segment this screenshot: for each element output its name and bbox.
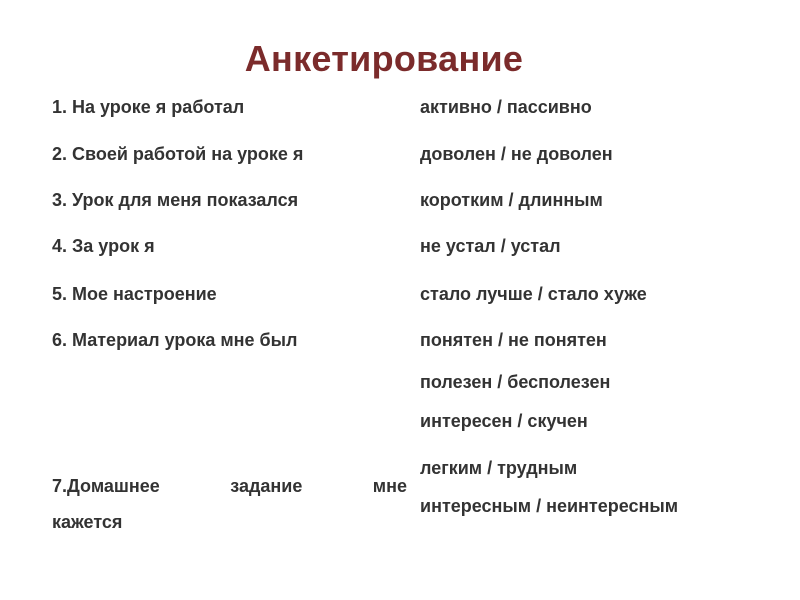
question-7-word-2: задание bbox=[230, 476, 303, 496]
question-1: 1. На уроке я работал bbox=[52, 97, 245, 117]
answer-7a: легким / трудным bbox=[420, 458, 578, 478]
question-7-word-1: 7.Домашнее bbox=[52, 476, 160, 496]
question-7 bbox=[52, 468, 407, 540]
answer-5: стало лучше / стало хуже bbox=[420, 284, 647, 304]
answer-3: коротким / длинным bbox=[420, 190, 603, 210]
question-7-word-3: мне bbox=[372, 476, 407, 496]
question-3: 3. Урок для меня показался bbox=[52, 190, 299, 210]
answer-4: не устал / устал bbox=[420, 236, 561, 256]
question-4: 4. За урок я bbox=[52, 236, 155, 256]
answer-7b: интересным / неинтересным bbox=[420, 496, 679, 516]
question-5: 5. Мое настроение bbox=[52, 284, 217, 304]
answer-6c: интересен / скучен bbox=[420, 411, 588, 431]
question-6: 6. Материал урока мне был bbox=[52, 330, 298, 350]
answer-6b: полезен / бесполезен bbox=[420, 372, 611, 392]
question-7-line-2: кажется bbox=[52, 512, 123, 532]
page-title: Анкетирование bbox=[244, 38, 524, 79]
answer-6a: понятен / не понятен bbox=[420, 330, 607, 350]
answer-1: активно / пассивно bbox=[420, 97, 592, 117]
question-2: 2. Своей работой на уроке я bbox=[52, 144, 304, 164]
answer-2: доволен / не доволен bbox=[420, 144, 613, 164]
